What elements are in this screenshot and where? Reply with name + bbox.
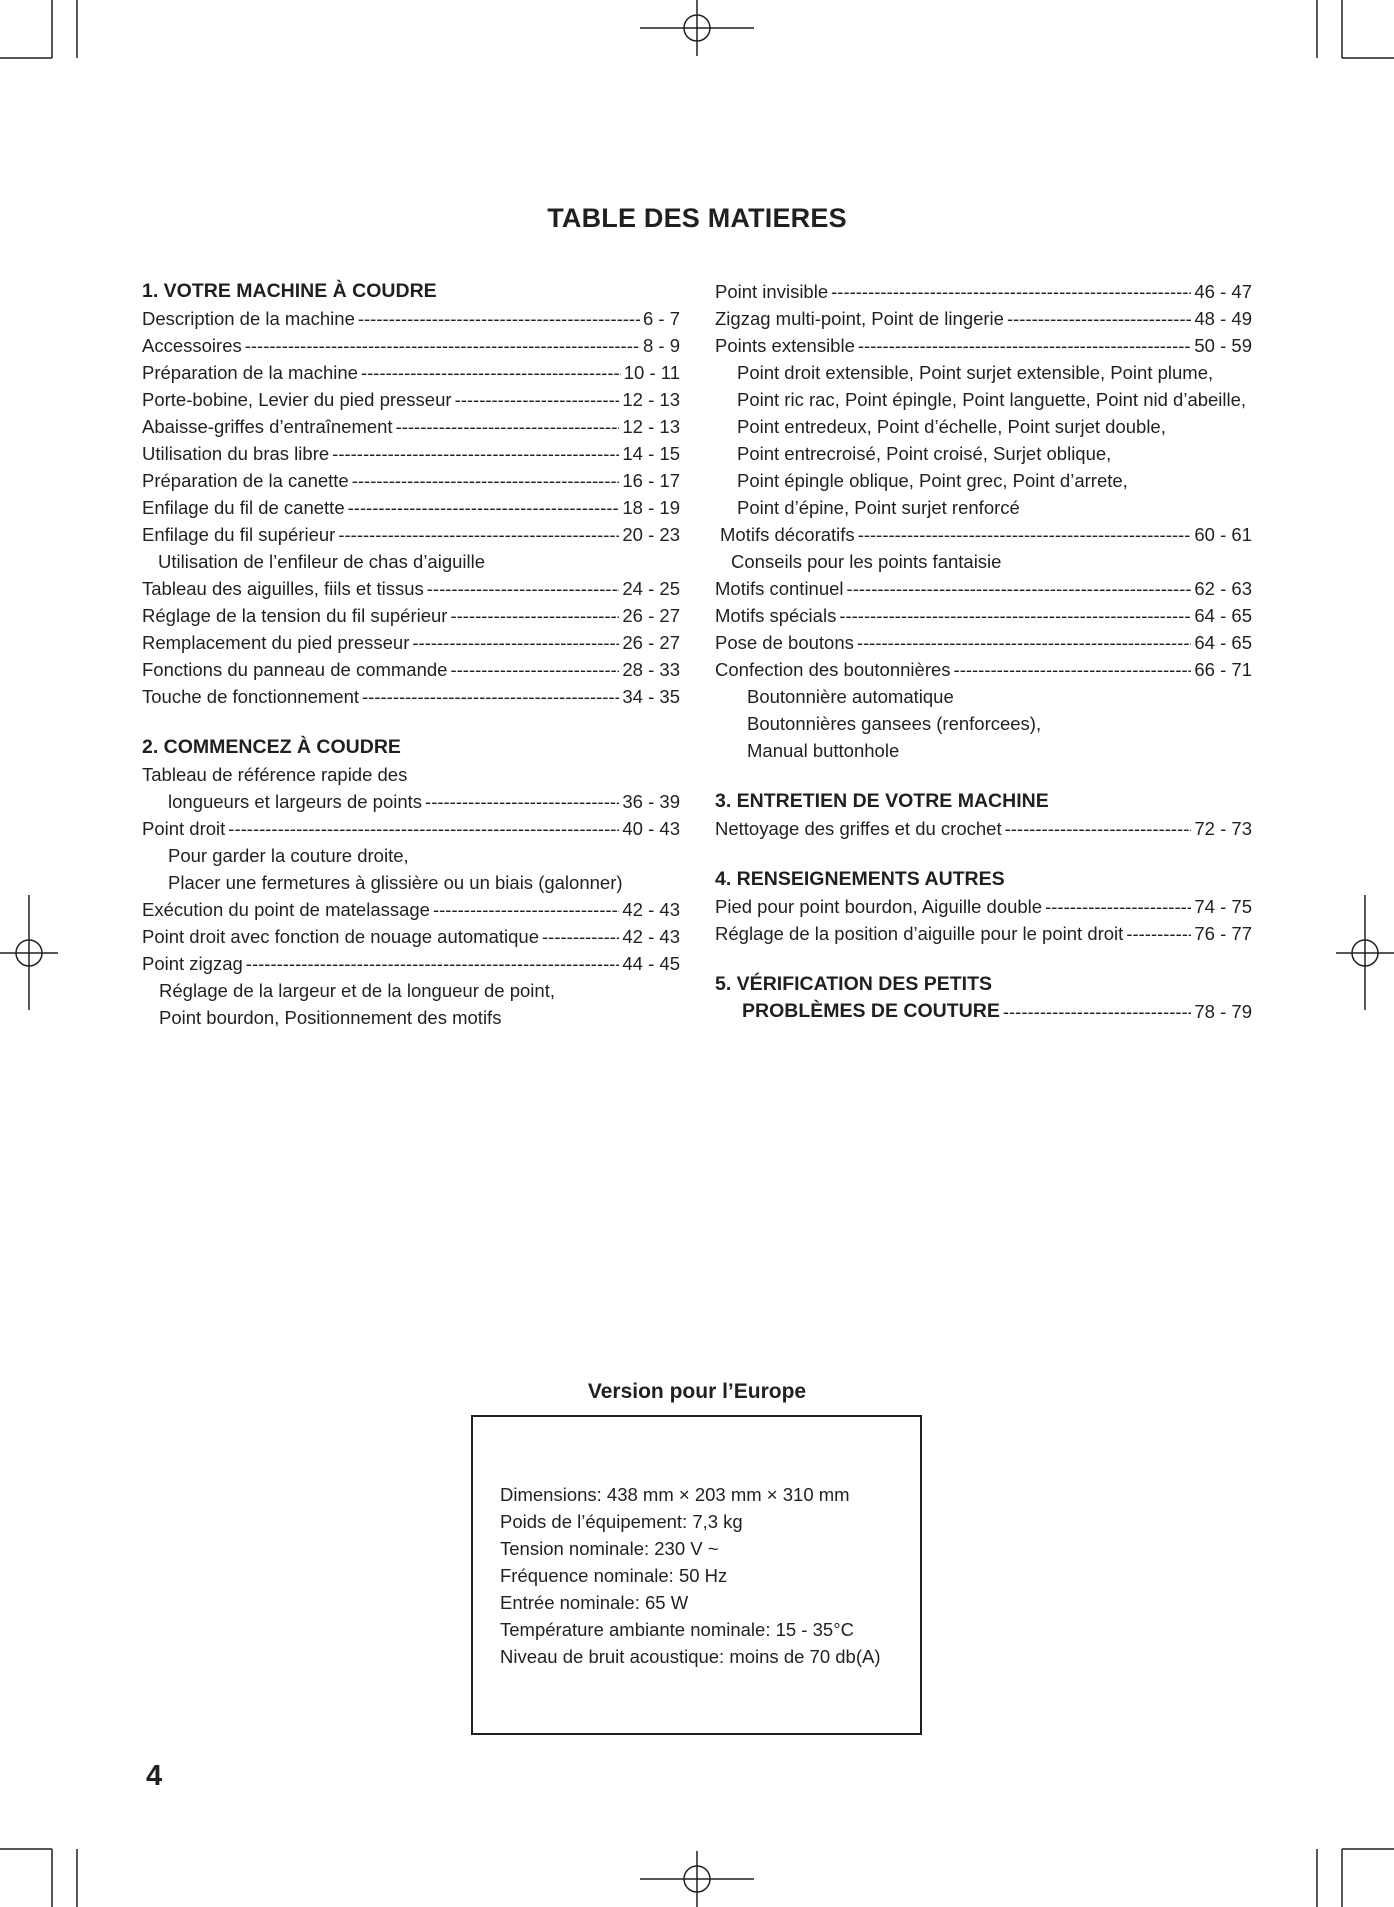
toc-entry-label: Préparation de la machine: [142, 362, 358, 383]
toc-entry-pages: 34 - 35: [622, 686, 680, 707]
dot-leader: [361, 359, 621, 386]
toc-entry: [142, 413, 680, 440]
toc-entry-pages: 46 - 47: [1194, 281, 1252, 302]
dot-leader: [847, 575, 1192, 602]
toc-entry-pages: 64 - 65: [1194, 632, 1252, 653]
toc-entry-label: Réglage de la tension du fil supérieur: [142, 605, 448, 626]
dot-leader: [1007, 305, 1191, 332]
toc-entry-label: Motifs décoratifs: [720, 524, 855, 545]
toc-entry-label: Motifs continuel: [715, 578, 844, 599]
toc-entry-label: Pose de boutons: [715, 632, 854, 653]
toc-entry-label: Abaisse-griffes d’entraînement: [142, 416, 393, 437]
spec-box: [471, 1415, 922, 1735]
toc-entry: [715, 332, 1252, 359]
toc-entry-pages: 62 - 63: [1194, 578, 1252, 599]
dot-leader: [858, 521, 1192, 548]
toc-entry-label: Point droit avec fonction de nouage automatique: [142, 926, 540, 947]
toc-subentry: Boutonnières gansees (renforcees),: [747, 713, 1042, 734]
toc-entry-pages: 26 - 27: [622, 632, 680, 653]
toc-subentry: Point d’épine, Point surjet renforcé: [737, 497, 1020, 518]
toc-subentry: Point entrecroisé, Point croisé, Surjet oblique,: [737, 443, 1112, 464]
toc-entry: [142, 629, 680, 656]
toc-entry-label: Point invisible: [715, 281, 829, 302]
toc-entry: [142, 950, 680, 977]
dot-leader: [1126, 920, 1191, 947]
dot-leader: [228, 815, 619, 842]
section-heading: 5. VÉRIFICATION DES PETITS: [715, 973, 993, 995]
toc-entry: [142, 386, 680, 413]
dot-leader: [450, 602, 619, 629]
page-number: 4: [146, 1760, 163, 1792]
dot-leader: [1003, 998, 1192, 1025]
spec-line: Entrée nominale: 65 W: [500, 1592, 689, 1613]
toc-entry: [142, 440, 680, 467]
toc-entry: [142, 521, 680, 548]
toc-entry-pages: 12 - 13: [622, 416, 680, 437]
toc-entry-pages: 8 - 9: [642, 335, 680, 356]
toc-entry-label: Confection des boutonnières: [715, 659, 951, 680]
toc-subentry: Point épingle oblique, Point grec, Point d’arrete,: [737, 470, 1128, 491]
dot-leader: [954, 656, 1192, 683]
spec-line: Fréquence nominale: 50 Hz: [500, 1565, 728, 1586]
toc-entry: [715, 521, 1252, 548]
toc-entry-pages: 40 - 43: [622, 818, 680, 839]
toc-left-column: [142, 278, 680, 1031]
page-title: TABLE DES MATIERES: [547, 203, 847, 233]
dot-leader: [1005, 815, 1192, 842]
section-gap: [715, 947, 1252, 971]
dot-leader: [338, 521, 619, 548]
version-title: Version pour l’Europe: [587, 1380, 807, 1403]
dot-leader: [348, 494, 620, 521]
toc-subentry: Point ric rac, Point épingle, Point languette, Point nid d’abeille,: [737, 389, 1247, 410]
toc-right-column: [715, 278, 1252, 1025]
section-heading: 1. VOTRE MACHINE À COUDRE: [142, 280, 437, 302]
toc-entry: [142, 332, 680, 359]
toc-entry: [715, 575, 1252, 602]
dot-leader: [332, 440, 619, 467]
toc-entry-pages: 6 - 7: [642, 308, 680, 329]
toc-entry: [715, 602, 1252, 629]
toc-entry-pages: 78 - 79: [1194, 1001, 1252, 1022]
toc-entry-label: Zigzag multi-point, Point de lingerie: [715, 308, 1004, 329]
toc-entry-label: Tableau des aiguilles, fiils et tissus: [142, 578, 424, 599]
dot-leader: [455, 386, 620, 413]
toc-entry-label: Touche de fonctionnement: [142, 686, 360, 707]
toc-entry-pages: 16 - 17: [622, 470, 680, 491]
toc-entry-label: Enfilage du fil de canette: [142, 497, 345, 518]
toc-entry: [142, 602, 680, 629]
toc-entry-label: Remplacement du pied presseur: [142, 632, 410, 653]
toc-entry: [715, 629, 1252, 656]
spec-line: Poids de l’équipement: 7,3 kg: [500, 1511, 743, 1532]
dot-leader: [433, 896, 619, 923]
toc-subentry: Point entredeux, Point d’échelle, Point surjet double,: [737, 416, 1166, 437]
toc-subentry: Manual buttonhole: [747, 740, 900, 761]
toc-entry-label: Accessoires: [142, 335, 242, 356]
dot-leader: [1045, 893, 1191, 920]
section-heading: 3. ENTRETIEN DE VOTRE MACHINE: [715, 790, 1049, 812]
toc-entry-pages: 14 - 15: [622, 443, 680, 464]
toc-entry-pages: 76 - 77: [1194, 923, 1252, 944]
toc-entry-label: Préparation de la canette: [142, 470, 349, 491]
toc-entry-pages: 50 - 59: [1194, 335, 1252, 356]
dot-leader: [412, 629, 619, 656]
toc-entry-label: Utilisation du bras libre: [142, 443, 330, 464]
dot-leader: [831, 278, 1191, 305]
toc-entry: [715, 815, 1252, 842]
toc-entry-pages: 12 - 13: [622, 389, 680, 410]
toc-entry-label: Point droit: [142, 818, 226, 839]
toc-entry-label: Point zigzag: [142, 953, 243, 974]
toc-entry: [142, 575, 680, 602]
toc-entry-label: Exécution du point de matelassage: [142, 899, 430, 920]
section-gap: [715, 764, 1252, 788]
section-gap: [715, 842, 1252, 866]
toc-entry-label: Points extensible: [715, 335, 855, 356]
toc-entry: [142, 656, 680, 683]
toc-entry-pages: 42 - 43: [622, 926, 680, 947]
toc-entry-pages: 60 - 61: [1194, 524, 1252, 545]
section-gap: [142, 710, 680, 734]
section-heading: 4. RENSEIGNEMENTS AUTRES: [715, 868, 1005, 890]
dot-leader: [839, 602, 1191, 629]
toc-entry-pages: 20 - 23: [622, 524, 680, 545]
toc-entry-pages: 44 - 45: [622, 953, 680, 974]
spec-list: [500, 1481, 881, 1670]
spec-line: Température ambiante nominale: 15 - 35°C: [500, 1619, 854, 1640]
toc-entry: [715, 920, 1252, 947]
toc-entry-label: Enfilage du fil supérieur: [142, 524, 336, 545]
toc-entry-pages: 64 - 65: [1194, 605, 1252, 626]
section-heading: 2. COMMENCEZ À COUDRE: [142, 736, 401, 758]
dot-leader: [362, 683, 619, 710]
toc-entry: [142, 896, 680, 923]
toc-entry-label: longueurs et largeurs de points: [168, 791, 423, 812]
toc-entry-label: Porte-bobine, Levier du pied presseur: [142, 389, 452, 410]
toc-entry: [142, 788, 680, 815]
spec-line: Tension nominale: 230 V ~: [500, 1538, 719, 1559]
toc-entry-pages: 42 - 43: [622, 899, 680, 920]
toc-subentry: Réglage de la largeur et de la longueur de point,: [159, 980, 555, 1001]
toc-entry-pages: 36 - 39: [622, 791, 680, 812]
dot-leader: [358, 305, 640, 332]
toc-entry-pages: 74 - 75: [1194, 896, 1252, 917]
dot-leader: [542, 923, 619, 950]
toc-entry: [142, 305, 680, 332]
toc-entry-pages: 48 - 49: [1194, 308, 1252, 329]
toc-entry: [142, 494, 680, 521]
toc-entry-label: Motifs spécials: [715, 605, 837, 626]
dot-leader: [450, 656, 619, 683]
toc-entry-label: Description de la machine: [142, 308, 355, 329]
dot-leader: [246, 950, 620, 977]
toc-subentry: Tableau de référence rapide des: [142, 764, 408, 785]
toc-entry: [715, 893, 1252, 920]
toc-subentry: Pour garder la couture droite,: [168, 845, 409, 866]
dot-leader: [858, 332, 1192, 359]
dot-leader: [352, 467, 620, 494]
toc-subentry: Boutonnière automatique: [747, 686, 954, 707]
toc-entry-pages: 24 - 25: [622, 578, 680, 599]
dot-leader: [396, 413, 620, 440]
toc-entry: [142, 815, 680, 842]
toc-entry-pages: 26 - 27: [622, 605, 680, 626]
dot-leader: [857, 629, 1192, 656]
toc-entry: [142, 923, 680, 950]
toc-entry-pages: 66 - 71: [1194, 659, 1252, 680]
toc-entry-label: PROBLÈMES DE COUTURE: [742, 1000, 1000, 1022]
toc-entry-label: Nettoyage des griffes et du crochet: [715, 818, 1002, 839]
toc-entry: [715, 278, 1252, 305]
toc-entry-pages: 72 - 73: [1194, 818, 1252, 839]
spec-line: Dimensions: 438 mm × 203 mm × 310 mm: [500, 1484, 850, 1505]
dot-leader: [427, 575, 620, 602]
toc-entry: [715, 305, 1252, 332]
toc-entry: [715, 656, 1252, 683]
dot-leader: [425, 788, 619, 815]
toc-entry-label: Pied pour point bourdon, Aiguille double: [715, 896, 1043, 917]
toc-entry-label: Fonctions du panneau de commande: [142, 659, 448, 680]
toc-subentry: Utilisation de l’enfileur de chas d’aiguille: [158, 551, 486, 572]
toc-entry-pages: 18 - 19: [622, 497, 680, 518]
toc-entry: [142, 467, 680, 494]
toc-entry-pages: 10 - 11: [623, 362, 680, 383]
toc-entry: [715, 998, 1252, 1025]
dot-leader: [245, 332, 640, 359]
toc-entry-label: Réglage de la position d’aiguille pour le point droit: [715, 923, 1124, 944]
toc-subentry: Point bourdon, Positionnement des motifs: [159, 1007, 502, 1028]
toc-subentry: Conseils pour les points fantaisie: [731, 551, 1002, 572]
toc-entry: [142, 683, 680, 710]
toc-subentry: Placer une fermetures à glissière ou un biais (galonner): [168, 872, 623, 893]
toc-subentry: Point droit extensible, Point surjet extensible, Point plume,: [737, 362, 1214, 383]
spec-line: Niveau de bruit acoustique: moins de 70 db(A): [500, 1646, 881, 1667]
toc-entry-pages: 28 - 33: [622, 659, 680, 680]
toc-entry: [142, 359, 680, 386]
